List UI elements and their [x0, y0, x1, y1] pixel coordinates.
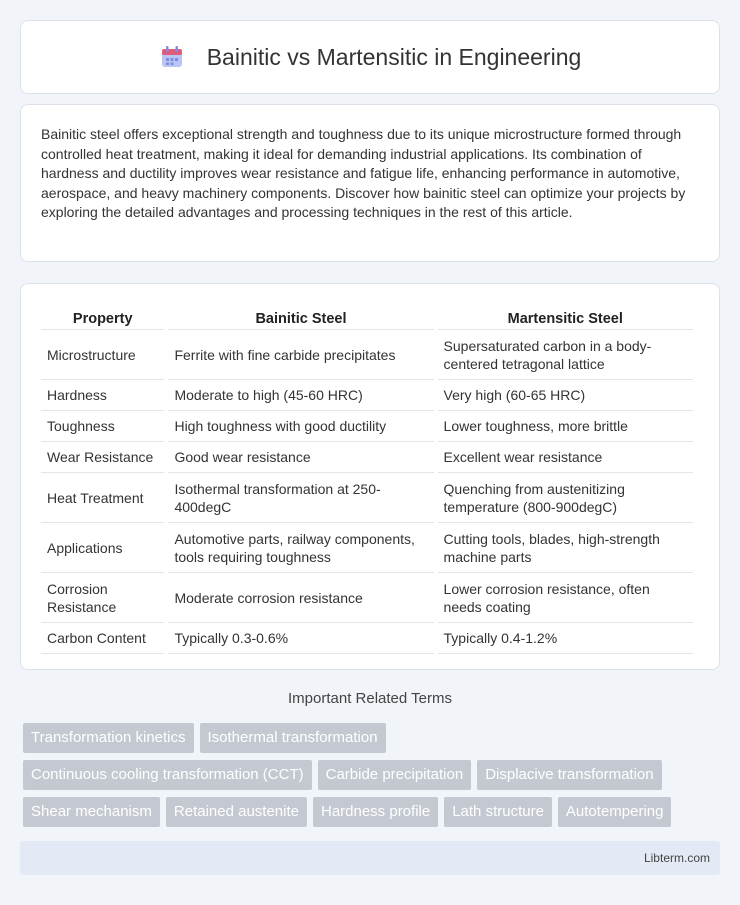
table-row	[41, 623, 693, 654]
tag-lath-structure[interactable]: Lath structure	[444, 797, 552, 827]
column-header: Bainitic Steel	[168, 304, 433, 330]
table-cell: Good wear resistance	[168, 442, 433, 473]
table-cell: Hardness	[41, 380, 164, 411]
related-terms-title: Important Related Terms	[288, 690, 452, 707]
table-cell: Microstructure	[41, 330, 164, 380]
table-cell: Quenching from austenitizing temperature (800-900degC)	[438, 473, 693, 523]
table-cell: Lower corrosion resistance, often needs coating	[438, 573, 693, 623]
table-cell: Moderate to high (45-60 HRC)	[168, 380, 433, 411]
table-cell: Moderate corrosion resistance	[168, 573, 433, 623]
tag-transformation-kinetics[interactable]: Transformation kinetics	[23, 723, 194, 753]
table-cell: Typically 0.4-1.2%	[438, 623, 693, 654]
tag-row	[23, 797, 723, 827]
table-row	[41, 473, 693, 523]
tag-retained-austenite[interactable]: Retained austenite	[166, 797, 307, 827]
table-row	[41, 380, 693, 411]
table-cell: Lower toughness, more brittle	[438, 411, 693, 442]
table-row	[41, 330, 693, 380]
table-cell: Applications	[41, 523, 164, 573]
table-row	[41, 573, 693, 623]
table-cell: Toughness	[41, 411, 164, 442]
column-header: Martensitic Steel	[438, 304, 693, 330]
table-cell: Ferrite with fine carbide precipitates	[168, 330, 433, 380]
tag-cct[interactable]: Continuous cooling transformation (CCT)	[23, 760, 312, 790]
table-cell: Wear Resistance	[41, 442, 164, 473]
tag-isothermal-transformation[interactable]: Isothermal transformation	[200, 723, 386, 753]
table-cell: Very high (60-65 HRC)	[438, 380, 693, 411]
tag-row	[23, 760, 723, 790]
table-cell: Heat Treatment	[41, 473, 164, 523]
tag-row	[23, 723, 723, 753]
tag-hardness-profile[interactable]: Hardness profile	[313, 797, 438, 827]
table-cell: Corrosion Resistance	[41, 573, 164, 623]
table-header-row	[41, 304, 693, 330]
table-cell: Automotive parts, railway components, tools requiring toughness	[168, 523, 433, 573]
tag-carbide-precipitation[interactable]: Carbide precipitation	[318, 760, 472, 790]
table-cell: Isothermal transformation at 250-400degC	[168, 473, 433, 523]
footer-link[interactable]: Libterm.com	[643, 851, 710, 865]
header-card	[20, 20, 720, 94]
table-row	[41, 411, 693, 442]
page-title: Bainitic vs Martensitic in Engineering	[206, 43, 582, 70]
table-cell: Carbon Content	[41, 623, 164, 654]
comparison-card	[20, 283, 720, 670]
comparison-table	[37, 304, 697, 654]
intro-text: Bainitic steel offers exceptional strength and toughness due to its unique microstructure formed through controlled heat treatment, making it ideal for demanding industrial applications. Its combination of hardness and ductility improves wear resistance and fatigue life, enhancing performance in automotive, aerospace, and heavy machinery components. Discover how bainitic steel can optimize your projects by exploring the detailed advantages and processing techniques in the rest of this article.	[41, 126, 686, 220]
column-header: Property	[41, 304, 164, 330]
tag-shear-mechanism[interactable]: Shear mechanism	[23, 797, 160, 827]
tag-autotempering[interactable]: Autotempering	[558, 797, 672, 827]
table-row	[41, 442, 693, 473]
table-cell: Cutting tools, blades, high-strength machine parts	[438, 523, 693, 573]
related-terms	[23, 723, 723, 834]
calendar-icon	[159, 44, 185, 70]
table-cell: Supersaturated carbon in a body-centered tetragonal lattice	[438, 330, 693, 380]
tag-displacive-transformation[interactable]: Displacive transformation	[477, 760, 661, 790]
intro-card	[20, 104, 720, 262]
table-cell: Typically 0.3-0.6%	[168, 623, 433, 654]
table-row	[41, 523, 693, 573]
table-cell: High toughness with good ductility	[168, 411, 433, 442]
table-cell: Excellent wear resistance	[438, 442, 693, 473]
footer	[20, 841, 720, 875]
